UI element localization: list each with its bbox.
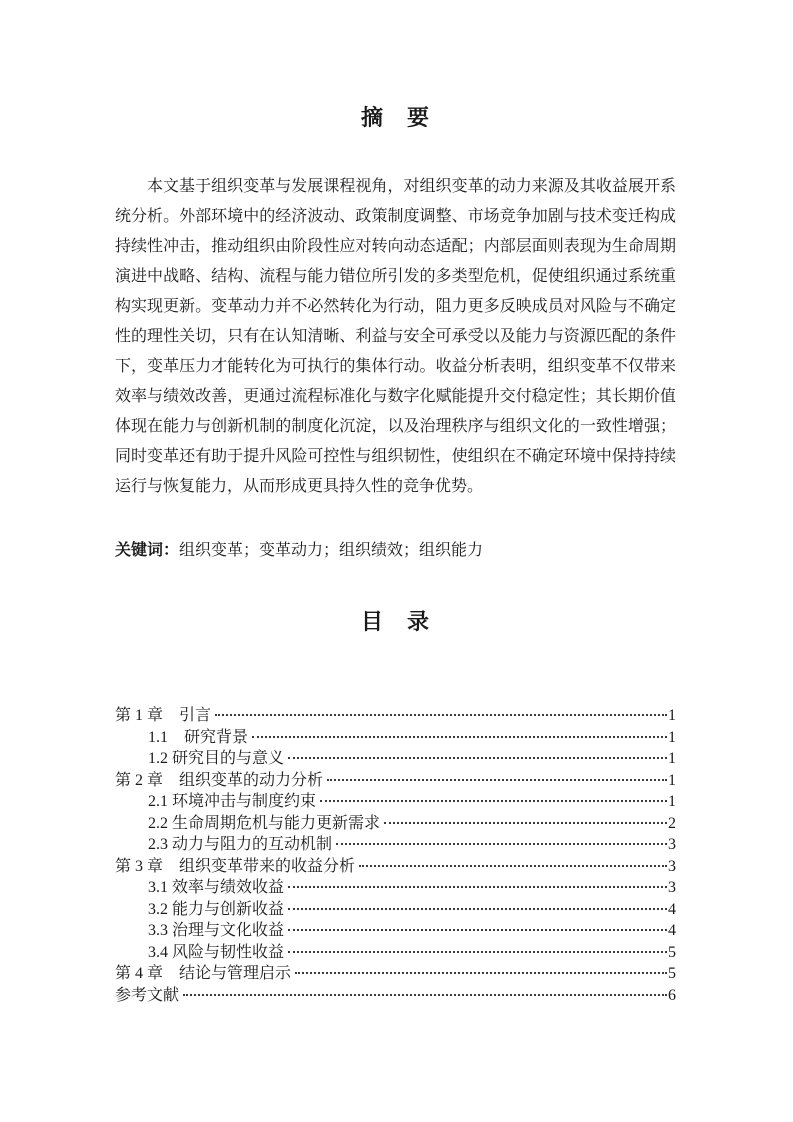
toc-entry[interactable] — [115, 705, 676, 727]
keywords-value: 组织变革；变革动力；组织绩效；组织能力 — [179, 542, 484, 559]
toc-entry-page: 3 — [668, 836, 676, 853]
toc-entry-label: 2.1 环境冲击与制度约束 — [148, 793, 317, 810]
toc-entry-page: 1 — [668, 728, 676, 746]
toc-entry[interactable] — [115, 877, 676, 899]
toc-entry[interactable] — [115, 856, 676, 878]
toc-entry-page: 1 — [668, 750, 676, 767]
toc-entry-page: 1 — [668, 707, 676, 724]
toc-entry[interactable] — [115, 770, 676, 792]
toc-entry-page: 4 — [668, 900, 676, 918]
toc-leader-dots — [288, 908, 667, 910]
toc-entry-label: 3.4 风险与韧性收益 — [148, 943, 285, 961]
toc-leader-dots — [288, 929, 667, 931]
toc-entry[interactable] — [115, 942, 676, 964]
toc-entry[interactable] — [115, 834, 676, 856]
toc-entry-label: 1.1 研究背景 — [148, 728, 249, 746]
toc-entry-label: 3.1 效率与绩效收益 — [148, 879, 285, 896]
toc-entry-label: 第 2 章 组织变革的动力分析 — [115, 771, 324, 789]
keywords-label: 关键词： — [115, 542, 180, 559]
toc-leader-dots — [359, 865, 667, 867]
toc-entry[interactable] — [115, 727, 676, 749]
toc-entry-page: 5 — [668, 943, 676, 961]
toc-entry[interactable] — [115, 985, 676, 1007]
toc-entry-page: 5 — [668, 965, 676, 982]
toc-entry-page: 1 — [668, 793, 676, 810]
abstract-paragraph: 本文基于组织变革与发展课程视角，对组织变革的动力来源及其收益展开系统分析。外部环境中的经济波动、政策制度调整、市场竞争加剧与技术变迁构成持续性冲击，推动组织由阶段性应对转向动态适配；内部层面则表现为生命周期演进中战略、结构、流程与能力错位所引发的多类型危机，促使组织通过系统重构实现更新。变革动力并不必然转化为行动，阻力更多反映成员对风险与不确定性的理性关切，只有在认知清晰、利益与安全可承受以及能力与资源匹配的条件下，变革压力才能转化为可执行的集体行动。收益分析表明，组织变革不仅带来效率与绩效改善，更通过流程标准化与数字化赋能提升交付稳定性；其长期价值体现在能力与创新机制的制度化沉淀，以及治理秩序与组织文化的一致性增强；同时变革还有助于提升风险可控性与组织韧性，使组织在不确定环境中保持持续运行与恢复能力，从而形成更具持久性的竞争优势。 — [115, 178, 676, 495]
toc-entry-page: 1 — [668, 771, 676, 789]
toc-entry-label: 第 3 章 组织变革带来的收益分析 — [115, 857, 356, 875]
toc-entry-label: 第 4 章 结论与管理启示 — [115, 965, 292, 982]
toc-entry[interactable] — [115, 899, 676, 921]
toc-entry[interactable] — [115, 748, 676, 770]
toc-entry-label: 3.3 治理与文化收益 — [148, 922, 285, 939]
keywords-line — [115, 540, 676, 562]
toc-list — [115, 705, 676, 1006]
toc-title: 目 录 — [360, 609, 430, 634]
toc-entry[interactable] — [115, 813, 676, 835]
toc-leader-dots — [252, 736, 667, 738]
toc-entry-label: 2.3 动力与阻力的互动机制 — [148, 836, 333, 853]
toc-leader-dots — [288, 757, 667, 759]
toc-leader-dots — [384, 822, 667, 824]
toc-leader-dots — [295, 972, 667, 974]
toc-entry-page: 3 — [668, 857, 676, 875]
toc-entry[interactable] — [115, 963, 676, 985]
toc-entry-page: 2 — [668, 814, 676, 832]
toc-entry-page: 3 — [668, 879, 676, 896]
toc-leader-dots — [288, 886, 667, 888]
toc-entry-label: 参考文献 — [115, 986, 180, 1004]
toc-entry-label: 1.2 研究目的与意义 — [148, 750, 285, 767]
abstract-title: 摘 要 — [360, 105, 430, 130]
toc-entry-page: 4 — [668, 922, 676, 939]
toc-leader-dots — [183, 994, 667, 996]
toc-leader-dots — [320, 800, 667, 802]
toc-leader-dots — [327, 779, 667, 781]
toc-entry[interactable] — [115, 791, 676, 813]
toc-entry-label: 第 1 章 引言 — [115, 707, 212, 724]
toc-leader-dots — [336, 843, 667, 845]
toc-entry-page: 6 — [668, 986, 676, 1004]
toc-entry-label: 3.2 能力与创新收益 — [148, 900, 285, 918]
toc-leader-dots — [288, 951, 667, 953]
toc-entry[interactable] — [115, 920, 676, 942]
toc-leader-dots — [215, 714, 667, 716]
toc-entry-label: 2.2 生命周期危机与能力更新需求 — [148, 814, 381, 832]
